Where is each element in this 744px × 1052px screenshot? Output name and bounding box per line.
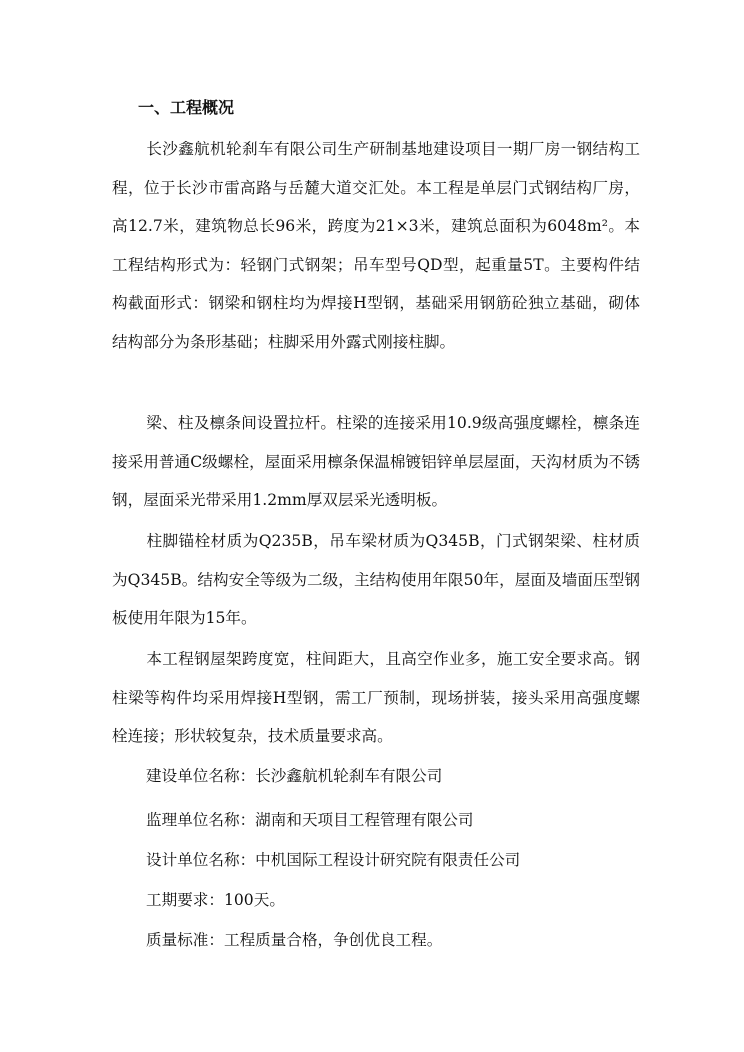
- paragraph-materials: [112, 522, 640, 638]
- paragraph-text: 长沙鑫航机轮刹车有限公司生产研制基地建设项目一期厂房一钢结构工程，位于长沙市雷高路与岳麓大道交汇处。本工程是单层门式钢结构厂房，高12.7米，建筑物总长96米，跨度为21×3米，建筑总面积为6048m²。本工程结构形式为：轻钢门式钢架；吊车型号QD型，起重量5T。主要构件结构截面形式：钢梁和钢柱均为焊接H型钢，基础采用钢筋砼独立基础，砌体结构部分为条形基础；柱脚采用外露式刚接柱脚。: [112, 140, 640, 351]
- info-duration: 工期要求：100天。: [146, 891, 285, 909]
- section-heading: 一、工程概况: [138, 98, 235, 117]
- paragraph-connections: [112, 404, 640, 520]
- paragraph-difficulty: [112, 640, 640, 756]
- paragraph-text: 柱脚锚栓材质为Q235B，吊车梁材质为Q345B，门式钢架梁、柱材质为Q345B。结构安全等级为二级，主结构使用年限50年，屋面及墙面压型钢板使用年限为15年。: [112, 532, 640, 627]
- info-builder: 建设单位名称：长沙鑫航机轮刹车有限公司: [146, 767, 443, 785]
- paragraph-text: 梁、柱及檩条间设置拉杆。柱梁的连接采用10.9级高强度螺栓，檩条连接采用普通C级螺栓，屋面采用檩条保温棉镀铝锌单层屋面，天沟材质为不锈钢，屋面采光带采用1.2mm厚双层采光透明板。: [112, 414, 640, 509]
- info-designer: 设计单位名称：中机国际工程设计研究院有限责任公司: [146, 851, 521, 869]
- info-quality: 质量标准：工程质量合格，争创优良工程。: [146, 931, 443, 949]
- info-supervisor: 监理单位名称：湖南和天项目工程管理有限公司: [146, 811, 474, 829]
- paragraph-text: 本工程钢屋架跨度宽，柱间距大，且高空作业多，施工安全要求高。钢柱梁等构件均采用焊接H型钢，需工厂预制，现场拼装，接头采用高强度螺栓连接；形状较复杂，技术质量要求高。: [112, 650, 640, 745]
- paragraph-project-overview: [112, 130, 640, 361]
